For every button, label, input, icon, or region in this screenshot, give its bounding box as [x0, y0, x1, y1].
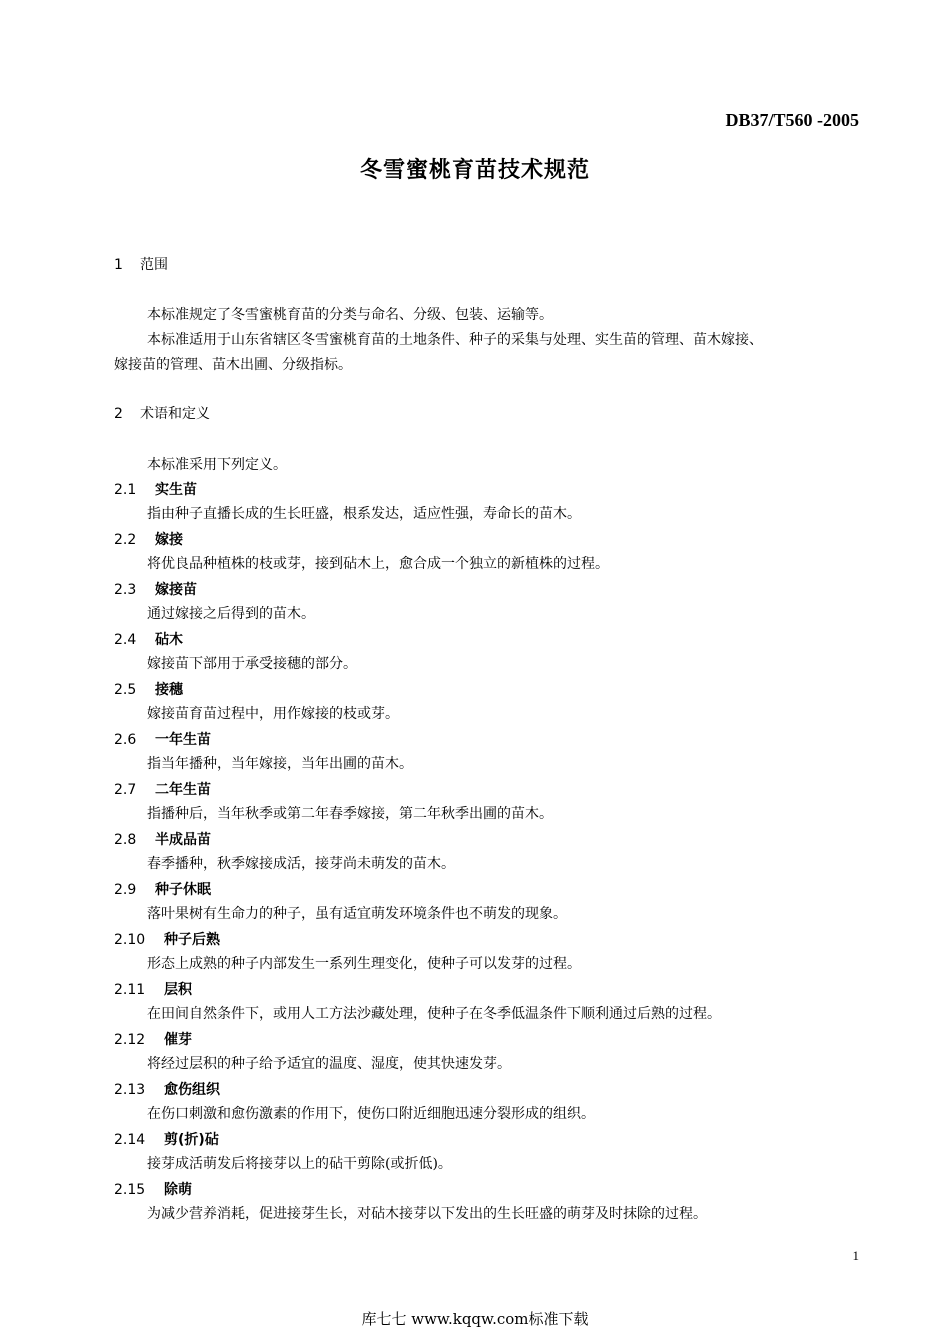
section-2-heading: 2 术语和定义 [114, 406, 210, 422]
term-heading [114, 579, 197, 599]
term-name: 实生苗 [155, 482, 197, 498]
term-name: 半成品苗 [155, 832, 211, 848]
term-name: 除萌 [164, 1182, 192, 1198]
term-heading [114, 879, 211, 899]
term-definition: 在田间自然条件下，或用人工方法沙藏处理，使种子在冬季低温条件下顺利通过后熟的过程。 [147, 1006, 721, 1022]
term-definition: 春季播种，秋季嫁接成活，接芽尚未萌发的苗木。 [147, 856, 455, 872]
term-name: 接穗 [155, 682, 183, 698]
term-definition: 嫁接苗育苗过程中，用作嫁接的枝或芽。 [147, 706, 399, 722]
term-number: 2.15 [114, 1182, 146, 1198]
term-heading [114, 629, 183, 649]
document-title: 冬雪蜜桃育苗技术规范 [359, 158, 590, 183]
term-definition: 将经过层积的种子给予适宜的温度、湿度，使其快速发芽。 [147, 1056, 511, 1072]
term-heading [114, 779, 211, 799]
term-number: 2.7 [114, 782, 137, 798]
term-number: 2.13 [114, 1082, 146, 1098]
term-number: 2.1 [114, 482, 137, 498]
term-heading [114, 979, 192, 999]
term-definition: 将优良品种植株的枝或芽，接到砧木上，愈合成一个独立的新植株的过程。 [147, 556, 609, 572]
section-1-paragraph-1: 本标准规定了冬雪蜜桃育苗的分类与命名、分级、包装、运输等。 [147, 307, 553, 323]
term-definition: 形态上成熟的种子内部发生一系列生理变化，使种子可以发芽的过程。 [147, 956, 581, 972]
term-heading [114, 529, 183, 549]
term-name: 一年生苗 [155, 732, 211, 748]
term-heading [114, 729, 211, 749]
term-definition: 指由种子直播长成的生长旺盛，根系发达，适应性强，寿命长的苗木。 [147, 506, 581, 522]
term-number: 2.4 [114, 632, 137, 648]
term-definition: 为减少营养消耗，促进接芽生长，对砧木接芽以下发出的生长旺盛的萌芽及时抹除的过程。 [147, 1206, 707, 1222]
section-2-intro: 本标准采用下列定义。 [147, 457, 287, 473]
term-name: 嫁接 [155, 532, 183, 548]
term-heading [114, 1179, 192, 1199]
term-heading [114, 829, 211, 849]
section-1-heading: 1 范围 [114, 257, 168, 273]
standard-code: DB37/T560 -2005 [725, 110, 859, 130]
term-heading [114, 1129, 219, 1149]
term-name: 砧木 [155, 632, 183, 648]
term-number: 2.2 [114, 532, 137, 548]
term-definition: 指播种后，当年秋季或第二年春季嫁接，第二年秋季出圃的苗木。 [147, 806, 553, 822]
term-number: 2.3 [114, 582, 137, 598]
term-name: 二年生苗 [155, 782, 211, 798]
term-number: 2.12 [114, 1032, 146, 1048]
term-name: 愈伤组织 [164, 1082, 220, 1098]
term-number: 2.10 [114, 932, 146, 948]
term-number: 2.14 [114, 1132, 146, 1148]
term-definition: 通过嫁接之后得到的苗木。 [147, 606, 315, 622]
term-number: 2.5 [114, 682, 137, 698]
term-number: 2.9 [114, 882, 137, 898]
term-number: 2.6 [114, 732, 137, 748]
term-heading [114, 479, 197, 499]
term-number: 2.11 [114, 982, 146, 998]
section-1-paragraph-2-line-2: 嫁接苗的管理、苗木出圃、分级指标。 [114, 357, 352, 373]
term-name: 剪(折)砧 [164, 1132, 219, 1148]
term-heading [114, 1029, 192, 1049]
term-definition: 嫁接苗下部用于承受接穗的部分。 [147, 656, 357, 672]
term-definition: 指当年播种，当年嫁接，当年出圃的苗木。 [147, 756, 413, 772]
term-name: 催芽 [164, 1032, 192, 1048]
page-number: 1 [852, 1248, 859, 1263]
section-1-paragraph-2-line-1: 本标准适用于山东省辖区冬雪蜜桃育苗的土地条件、种子的采集与处理、实生苗的管理、苗木嫁接、 [147, 332, 763, 348]
term-heading [114, 679, 183, 699]
term-definition: 接芽成活萌发后将接芽以上的砧干剪除(或折低)。 [147, 1156, 452, 1172]
term-definition: 在伤口刺激和愈伤激素的作用下，使伤口附近细胞迅速分裂形成的组织。 [147, 1106, 595, 1122]
term-heading [114, 929, 220, 949]
term-name: 种子休眠 [155, 882, 211, 898]
term-definition: 落叶果树有生命力的种子，虽有适宜萌发环境条件也不萌发的现象。 [147, 906, 567, 922]
term-heading [114, 1079, 220, 1099]
term-name: 层积 [164, 982, 192, 998]
term-name: 嫁接苗 [155, 582, 197, 598]
footer-watermark: 库七七 www.kqqw.com标准下载 [361, 1310, 589, 1328]
term-name: 种子后熟 [164, 932, 220, 948]
term-number: 2.8 [114, 832, 137, 848]
